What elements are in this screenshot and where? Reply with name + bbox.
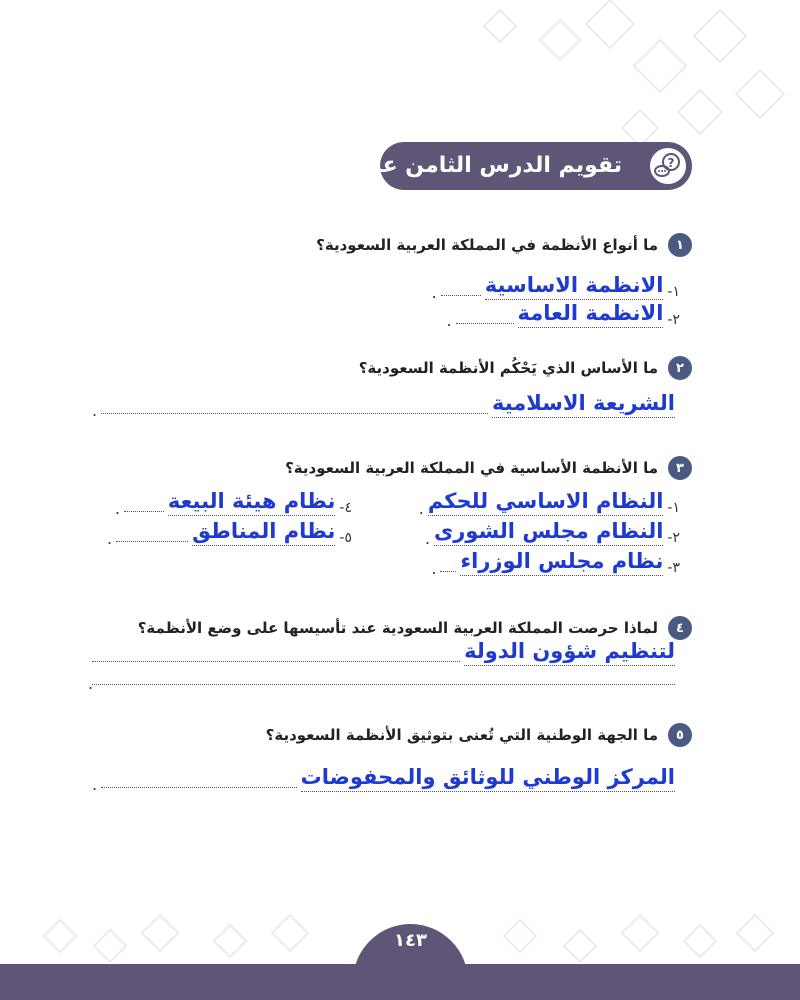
period: . [88, 674, 94, 693]
question-text: ما الأنظمة الأساسية في المملكة العربية السعودية؟ [285, 459, 658, 477]
question-number: ٥ [668, 723, 692, 747]
answer-line [431, 546, 680, 576]
question-chat-icon [648, 146, 688, 186]
question-text: ما الجهة الوطنية التي تُعنى بتوثيق الأنظمة السعودية؟ [265, 726, 658, 744]
question-2 [359, 355, 692, 381]
period: . [431, 559, 437, 578]
question-number: ٤ [668, 616, 692, 640]
period: . [107, 529, 113, 548]
handwritten-answer: نظام المناطق [192, 518, 335, 546]
answer-number: ٥- [339, 530, 352, 546]
answer-line [446, 298, 680, 328]
footer-bar [0, 964, 800, 1000]
dotted-line [441, 295, 481, 296]
handwritten-answer: نظام مجلس الوزراء [460, 548, 663, 576]
answer-number: ١- [667, 284, 680, 300]
svg-text:?: ? [667, 156, 675, 170]
period: . [424, 529, 431, 548]
handwritten-answer: نظام هيئة البيعة [168, 488, 336, 516]
period: . [431, 283, 437, 302]
handwritten-answer: الانظمة الاساسية [485, 272, 664, 300]
answer-number: ١- [667, 500, 680, 516]
period: . [114, 499, 120, 518]
dotted-line [101, 787, 297, 788]
handwritten-answer: الشريعة الاسلامية [492, 390, 675, 418]
handwritten-answer: لتنظيم شؤون الدولة [464, 638, 675, 666]
question-text: ما أنواع الأنظمة في المملكة العربية السعودية؟ [316, 236, 658, 254]
question-text: لماذا حرصت المملكة العربية السعودية عند تأسيسها على وضع الأنظمة؟ [137, 619, 658, 637]
period: . [92, 775, 98, 794]
page-title: تقويم الدرس الثامن عشر [346, 153, 622, 178]
answer-line [432, 270, 680, 300]
dotted-line [456, 323, 514, 324]
answer-line [92, 636, 675, 666]
answer-line [419, 486, 680, 516]
dotted-line [116, 541, 188, 542]
question-1 [316, 232, 692, 258]
answer-line [425, 516, 680, 546]
period: . [418, 499, 424, 518]
dotted-line [92, 661, 460, 662]
question-number: ٢ [668, 356, 692, 380]
question-number: ٣ [668, 456, 692, 480]
answer-number: ٤- [339, 500, 352, 516]
dotted-line [101, 413, 488, 414]
question-number: ١ [668, 233, 692, 257]
answer-line [115, 486, 352, 516]
handwritten-answer: المركز الوطني للوثائق والمحفوضات [301, 764, 675, 792]
handwritten-answer: النظام الاساسي للحكم [428, 488, 664, 516]
question-5 [266, 722, 692, 748]
dotted-line [440, 571, 456, 572]
handwritten-answer: النظام مجلس الشورى [434, 518, 663, 546]
period: . [92, 401, 98, 420]
question-text: ما الأساس الذي يَحْكُم الأنظمة السعودية؟ [358, 359, 658, 377]
answer-line [92, 388, 675, 418]
answer-number: ٣- [667, 560, 680, 576]
period: . [446, 311, 452, 330]
answer-number: ٢- [667, 530, 680, 546]
answer-number: ٢- [667, 312, 680, 328]
question-3 [285, 455, 692, 481]
handwritten-answer: الانظمة العامة [518, 300, 664, 328]
answer-line [107, 516, 352, 546]
answer-line [92, 762, 675, 792]
page-number: ١٤٣ [394, 930, 427, 951]
dotted-line [92, 684, 675, 685]
lesson-title-bar [346, 142, 692, 190]
dotted-line [124, 511, 164, 512]
